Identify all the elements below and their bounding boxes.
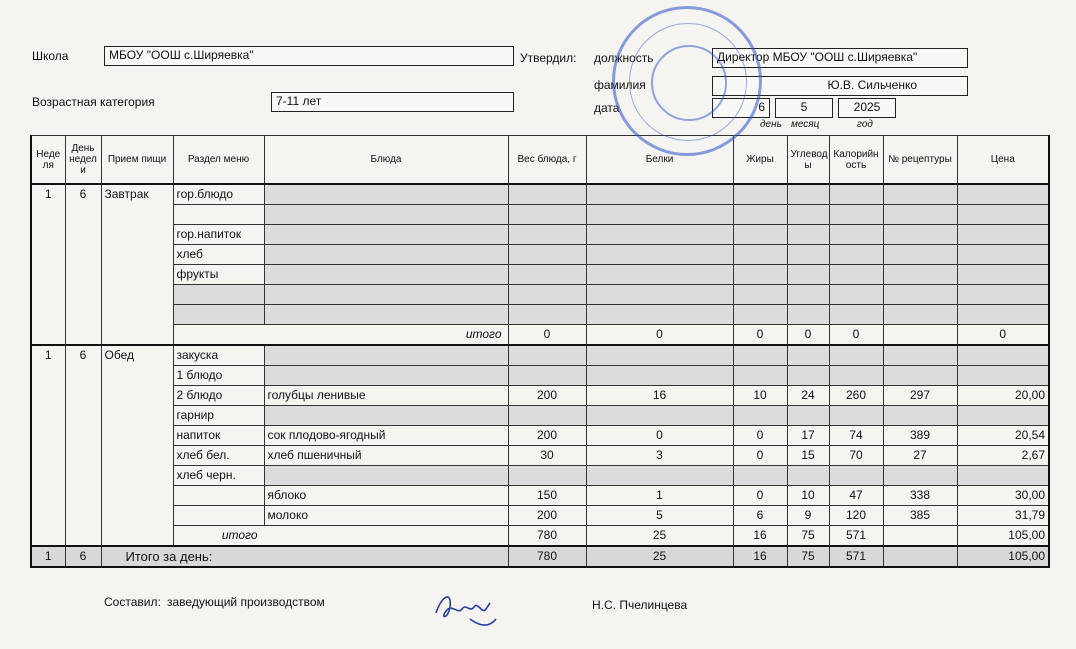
carbs-cell[interactable]: 17	[787, 426, 829, 446]
protein-cell[interactable]	[586, 184, 733, 205]
price-cell[interactable]	[957, 205, 1049, 225]
col-header-section: Раздел меню	[173, 136, 264, 185]
price-cell[interactable]: 20,54	[957, 426, 1049, 446]
carbs-cell[interactable]	[787, 265, 829, 285]
recipe-cell[interactable]	[883, 406, 957, 426]
section-cell: 1 блюдо	[173, 366, 264, 386]
date-label: дата	[594, 101, 620, 115]
recipe-cell[interactable]: 338	[883, 486, 957, 506]
school-field[interactable]: МБОУ "ООШ с.Ширяевка"	[104, 46, 514, 66]
table-row	[31, 386, 1049, 406]
carbs-cell[interactable]	[787, 205, 829, 225]
position-field[interactable]: Директор МБОУ "ООШ с.Ширяевка"	[712, 48, 968, 68]
weight-cell[interactable]: 200	[508, 426, 586, 446]
protein-cell[interactable]: 3	[586, 446, 733, 466]
recipe-cell[interactable]	[883, 366, 957, 386]
dish-cell[interactable]: голубцы ленивые	[264, 386, 508, 406]
fat-cell[interactable]	[733, 225, 787, 245]
table-row	[31, 446, 1049, 466]
recipe-cell[interactable]: 297	[883, 386, 957, 406]
col-header-dishes: Блюда	[264, 136, 508, 185]
fat-cell[interactable]: 6	[733, 506, 787, 526]
dish-cell[interactable]	[264, 406, 508, 426]
carbs-cell[interactable]: 24	[787, 386, 829, 406]
protein-cell[interactable]	[586, 466, 733, 486]
weight-cell[interactable]: 30	[508, 446, 586, 466]
surname-field[interactable]: Ю.В. Сильченко	[712, 76, 968, 96]
subtotal-protein: 0	[586, 325, 733, 346]
col-header-meal: Прием пищи	[101, 136, 173, 185]
weight-cell[interactable]	[508, 345, 586, 366]
protein-cell[interactable]	[586, 406, 733, 426]
subtotal-row	[31, 526, 1049, 547]
week-cell: 1	[31, 345, 65, 366]
table-row	[31, 265, 1049, 285]
table-row	[31, 184, 1049, 205]
carbs-cell[interactable]	[787, 466, 829, 486]
section-cell: хлеб	[173, 245, 264, 265]
price-cell[interactable]	[957, 265, 1049, 285]
total-week: 1	[31, 546, 65, 567]
year-field[interactable]: 2025	[838, 98, 896, 118]
total-recipe	[883, 546, 957, 567]
dish-cell[interactable]: хлеб пшеничный	[264, 446, 508, 466]
meal-cell: Обед	[101, 345, 173, 366]
col-header-day: День недел и	[65, 136, 101, 185]
dish-cell[interactable]: яблоко	[264, 486, 508, 506]
fat-cell[interactable]	[733, 406, 787, 426]
table-row	[31, 285, 1049, 305]
day-cell: 6	[65, 184, 101, 205]
recipe-cell[interactable]	[883, 305, 957, 325]
table-row	[31, 345, 1049, 366]
fat-cell[interactable]: 0	[733, 426, 787, 446]
price-cell[interactable]: 31,79	[957, 506, 1049, 526]
fat-cell[interactable]	[733, 305, 787, 325]
total-calories: 571	[829, 546, 883, 567]
dish-cell[interactable]	[264, 265, 508, 285]
section-cell: хлеб бел.	[173, 446, 264, 466]
table-row	[31, 506, 1049, 526]
subtotal-protein: 25	[586, 526, 733, 547]
carbs-cell[interactable]	[787, 225, 829, 245]
fat-cell[interactable]	[733, 245, 787, 265]
calories-cell[interactable]	[829, 184, 883, 205]
protein-cell[interactable]	[586, 285, 733, 305]
table-row	[31, 406, 1049, 426]
carbs-cell[interactable]	[787, 305, 829, 325]
weight-cell[interactable]	[508, 225, 586, 245]
fat-cell[interactable]: 10	[733, 386, 787, 406]
recipe-cell[interactable]	[883, 285, 957, 305]
section-cell: фрукты	[173, 265, 264, 285]
protein-cell[interactable]	[586, 205, 733, 225]
weight-cell[interactable]	[508, 245, 586, 265]
recipe-cell[interactable]	[883, 205, 957, 225]
month-field[interactable]: 5	[775, 98, 833, 118]
weight-cell[interactable]	[508, 265, 586, 285]
subtotal-label: итого	[173, 526, 508, 547]
col-header-protein: Белки	[586, 136, 733, 185]
calories-cell[interactable]: 70	[829, 446, 883, 466]
protein-cell[interactable]: 1	[586, 486, 733, 506]
price-cell[interactable]	[957, 245, 1049, 265]
calories-cell[interactable]	[829, 345, 883, 366]
weight-cell[interactable]	[508, 466, 586, 486]
total-fat: 16	[733, 546, 787, 567]
composed-label: Составил:	[104, 595, 161, 609]
subtotal-fat: 0	[733, 325, 787, 346]
section-cell	[173, 305, 264, 325]
subtotal-price: 0	[957, 325, 1049, 346]
dish-cell[interactable]	[264, 466, 508, 486]
year-caption: год	[857, 119, 873, 130]
calories-cell[interactable]	[829, 245, 883, 265]
total-price: 105,00	[957, 546, 1049, 567]
col-header-weight: Вес блюда, г	[508, 136, 586, 185]
month-caption: месяц	[791, 119, 820, 130]
carbs-cell[interactable]	[787, 285, 829, 305]
col-header-carbs: Углевод ы	[787, 136, 829, 185]
section-cell: закуска	[173, 345, 264, 366]
calories-cell[interactable]: 260	[829, 386, 883, 406]
weight-cell[interactable]: 150	[508, 486, 586, 506]
dish-cell[interactable]: сок плодово-ягодный	[264, 426, 508, 446]
day-total-label: Итого за день:	[101, 546, 508, 567]
meal-cell: Завтрак	[101, 184, 173, 205]
table-row	[31, 245, 1049, 265]
carbs-cell[interactable]	[787, 406, 829, 426]
subtotal-label: итого	[173, 325, 508, 346]
protein-cell[interactable]	[586, 366, 733, 386]
price-cell[interactable]	[957, 366, 1049, 386]
col-header-fat: Жиры	[733, 136, 787, 185]
subtotal-row	[31, 325, 1049, 346]
protein-cell[interactable]	[586, 305, 733, 325]
calories-cell[interactable]	[829, 205, 883, 225]
approved-label: Утвердил:	[520, 51, 577, 65]
protein-cell[interactable]: 0	[586, 426, 733, 446]
dish-cell[interactable]: молоко	[264, 506, 508, 526]
section-cell	[173, 486, 264, 506]
weight-cell[interactable]: 200	[508, 506, 586, 526]
col-header-price: Цена	[957, 136, 1049, 185]
fat-cell[interactable]	[733, 285, 787, 305]
day-total-row	[31, 546, 1049, 567]
subtotal-recipe	[883, 325, 957, 346]
weight-cell[interactable]	[508, 406, 586, 426]
carbs-cell[interactable]	[787, 366, 829, 386]
subtotal-carbs: 0	[787, 325, 829, 346]
total-weight: 780	[508, 546, 586, 567]
calories-cell[interactable]	[829, 265, 883, 285]
price-cell[interactable]: 20,00	[957, 386, 1049, 406]
recipe-cell[interactable]	[883, 245, 957, 265]
table-row	[31, 426, 1049, 446]
calories-cell[interactable]	[829, 366, 883, 386]
section-cell: напиток	[173, 426, 264, 446]
fat-cell[interactable]	[733, 265, 787, 285]
calories-cell[interactable]	[829, 466, 883, 486]
calories-cell[interactable]	[829, 285, 883, 305]
fat-cell[interactable]	[733, 366, 787, 386]
calories-cell[interactable]	[829, 305, 883, 325]
table-row	[31, 205, 1049, 225]
weight-cell[interactable]	[508, 205, 586, 225]
price-cell[interactable]	[957, 225, 1049, 245]
recipe-cell[interactable]	[883, 184, 957, 205]
section-cell	[173, 205, 264, 225]
fat-cell[interactable]: 0	[733, 446, 787, 466]
dish-cell[interactable]	[264, 245, 508, 265]
section-cell: гарнир	[173, 406, 264, 426]
subtotal-recipe	[883, 526, 957, 547]
total-day: 6	[65, 546, 101, 567]
subtotal-calories: 0	[829, 325, 883, 346]
protein-cell[interactable]	[586, 265, 733, 285]
day-field[interactable]: 6	[712, 98, 770, 118]
col-header-recipe: № рецептуры	[883, 136, 957, 185]
fat-cell[interactable]	[733, 205, 787, 225]
section-cell: хлеб черн.	[173, 466, 264, 486]
subtotal-weight: 0	[508, 325, 586, 346]
position-label: должность	[594, 51, 654, 65]
section-cell: гор.напиток	[173, 225, 264, 245]
calories-cell[interactable]: 47	[829, 486, 883, 506]
recipe-cell[interactable]	[883, 225, 957, 245]
protein-cell[interactable]	[586, 225, 733, 245]
calories-cell[interactable]	[829, 406, 883, 426]
carbs-cell[interactable]	[787, 345, 829, 366]
fat-cell[interactable]	[733, 345, 787, 366]
protein-cell[interactable]	[586, 345, 733, 366]
day-caption: день	[760, 119, 782, 130]
section-cell	[173, 285, 264, 305]
calories-cell[interactable]: 120	[829, 506, 883, 526]
signature-icon	[430, 585, 500, 635]
fat-cell[interactable]	[733, 184, 787, 205]
total-carbs: 75	[787, 546, 829, 567]
table-header-row	[31, 136, 1049, 185]
dish-cell[interactable]	[264, 305, 508, 325]
subtotal-fat: 16	[733, 526, 787, 547]
dish-cell[interactable]	[264, 366, 508, 386]
subtotal-calories: 571	[829, 526, 883, 547]
carbs-cell[interactable]	[787, 245, 829, 265]
protein-cell[interactable]: 5	[586, 506, 733, 526]
dish-cell[interactable]	[264, 345, 508, 366]
table-row	[31, 305, 1049, 325]
recipe-cell[interactable]	[883, 466, 957, 486]
table-row	[31, 486, 1049, 506]
weight-cell[interactable]	[508, 184, 586, 205]
col-header-week: Неде ля	[31, 136, 65, 185]
dish-cell[interactable]	[264, 285, 508, 305]
week-cell: 1	[31, 184, 65, 205]
age-category-field[interactable]: 7-11 лет	[271, 92, 514, 112]
total-protein: 25	[586, 546, 733, 567]
subtotal-weight: 780	[508, 526, 586, 547]
price-cell[interactable]	[957, 184, 1049, 205]
section-cell: 2 блюдо	[173, 386, 264, 406]
composed-name: Н.С. Пчелинцева	[592, 598, 688, 612]
weight-cell[interactable]: 200	[508, 386, 586, 406]
dish-cell[interactable]	[264, 225, 508, 245]
subtotal-price: 105,00	[957, 526, 1049, 547]
price-cell[interactable]: 30,00	[957, 486, 1049, 506]
day-cell: 6	[65, 345, 101, 366]
recipe-cell[interactable]: 389	[883, 426, 957, 446]
composed-role: заведующий производством	[167, 595, 325, 609]
price-cell[interactable]	[957, 406, 1049, 426]
age-category-label: Возрастная категория	[32, 95, 155, 109]
recipe-cell[interactable]: 385	[883, 506, 957, 526]
price-cell[interactable]	[957, 466, 1049, 486]
surname-label: фамилия	[594, 78, 646, 92]
calories-cell[interactable]	[829, 225, 883, 245]
table-row	[31, 225, 1049, 245]
school-label: Школа	[32, 49, 69, 63]
carbs-cell[interactable]	[787, 184, 829, 205]
calories-cell[interactable]: 74	[829, 426, 883, 446]
price-cell[interactable]: 2,67	[957, 446, 1049, 466]
weight-cell[interactable]	[508, 285, 586, 305]
price-cell[interactable]	[957, 285, 1049, 305]
recipe-cell[interactable]: 27	[883, 446, 957, 466]
protein-cell[interactable]	[586, 245, 733, 265]
col-header-calories: Калорийн ость	[829, 136, 883, 185]
subtotal-carbs: 75	[787, 526, 829, 547]
carbs-cell[interactable]: 10	[787, 486, 829, 506]
weight-cell[interactable]	[508, 305, 586, 325]
carbs-cell[interactable]: 15	[787, 446, 829, 466]
dish-cell[interactable]	[264, 184, 508, 205]
recipe-cell[interactable]	[883, 345, 957, 366]
section-cell: гор.блюдо	[173, 184, 264, 205]
section-cell	[173, 506, 264, 526]
protein-cell[interactable]: 16	[586, 386, 733, 406]
dish-cell[interactable]	[264, 205, 508, 225]
price-cell[interactable]	[957, 345, 1049, 366]
carbs-cell[interactable]: 9	[787, 506, 829, 526]
price-cell[interactable]	[957, 305, 1049, 325]
table-row	[31, 366, 1049, 386]
fat-cell[interactable]: 0	[733, 486, 787, 506]
weight-cell[interactable]	[508, 366, 586, 386]
menu-table	[30, 135, 1050, 568]
fat-cell[interactable]	[733, 466, 787, 486]
table-row	[31, 466, 1049, 486]
recipe-cell[interactable]	[883, 265, 957, 285]
